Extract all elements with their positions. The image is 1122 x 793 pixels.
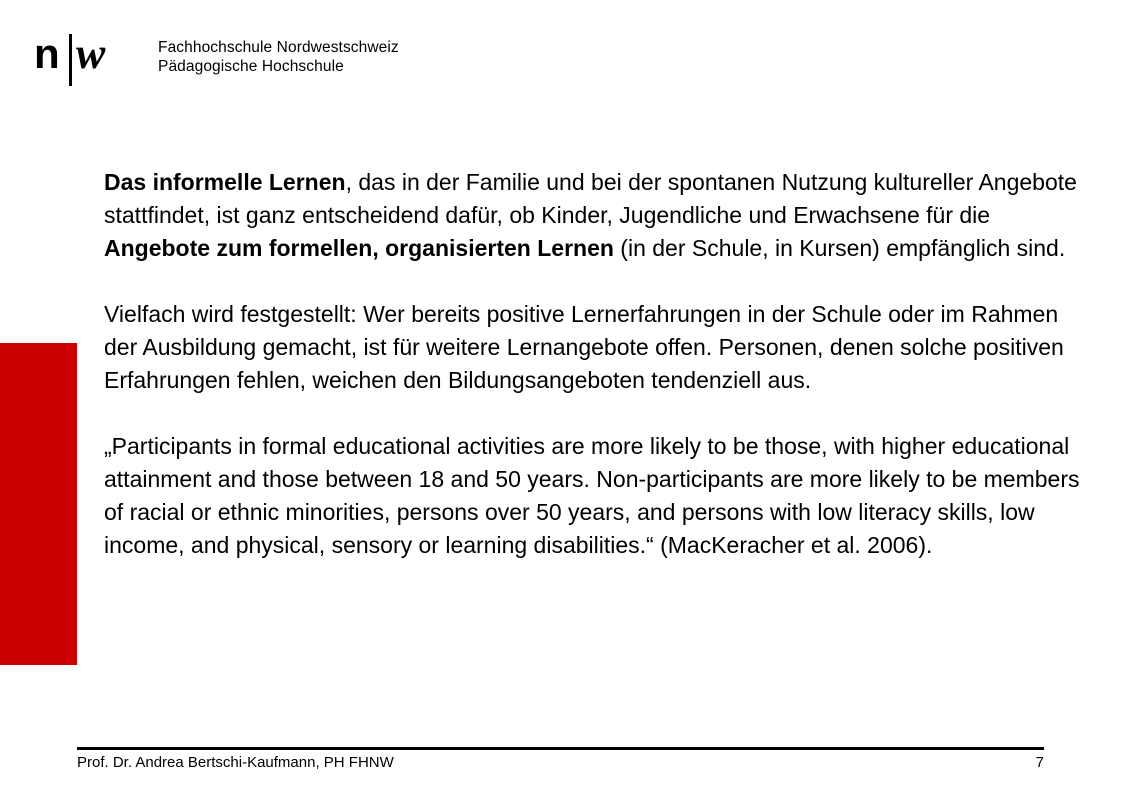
paragraph1-text-part1: , das in der Familie und bei der spontanen Nutzung kultureller Angebote stattfindet, ist ganz entscheidend dafür, ob Kinder, Jugendliche und Erwachsene für die [104, 169, 1077, 228]
footer-author: Prof. Dr. Andrea Bertschi-Kaufmann, PH FHNW [77, 754, 394, 771]
paragraph1-text-part2: (in der Schule, in Kursen) empfänglich sind. [613, 235, 1066, 261]
logo-line-faculty: Pädagogische Hochschule [158, 58, 344, 75]
bold-term-informal-learning: Das informelle Lernen [104, 169, 346, 195]
institution-logo [34, 34, 414, 86]
paragraph-quote: „Participants in formal educational activities are more likely to be those, with higher educational attainment and those between 18 and 50 years. Non-participants are more likely to be members of racial or ethnic minorities, persons over 50 years, and persons with low literacy skills, low income, and physical, sensory or learning disabilities.“ (MacKeracher et al. 2006). [104, 433, 1080, 558]
svg-text:w: w [76, 34, 106, 78]
page-number: 7 [1035, 754, 1044, 771]
logo-text [158, 38, 399, 76]
paragraph-positive-experience: Vielfach wird festgestellt: Wer bereits positive Lernerfahrungen in der Schule oder im Rahmen der Ausbildung gemacht, ist für weitere Lernangebote offen. Personen, denen solche positiven Erfahrungen fehlen, weichen den Bildungsangeboten tendenziell aus. [104, 301, 1064, 393]
svg-text:n: n [34, 34, 60, 77]
footer-divider [77, 747, 1044, 750]
red-accent-bar [0, 343, 77, 665]
slide-body [104, 166, 1094, 562]
paragraph-informal-learning [104, 166, 1094, 265]
logo-line-school: Fachhochschule Nordwestschweiz [158, 39, 399, 56]
fhnw-logo-mark [34, 34, 144, 86]
bold-term-formal-learning: Angebote zum formellen, organisierten Lernen [104, 235, 614, 261]
